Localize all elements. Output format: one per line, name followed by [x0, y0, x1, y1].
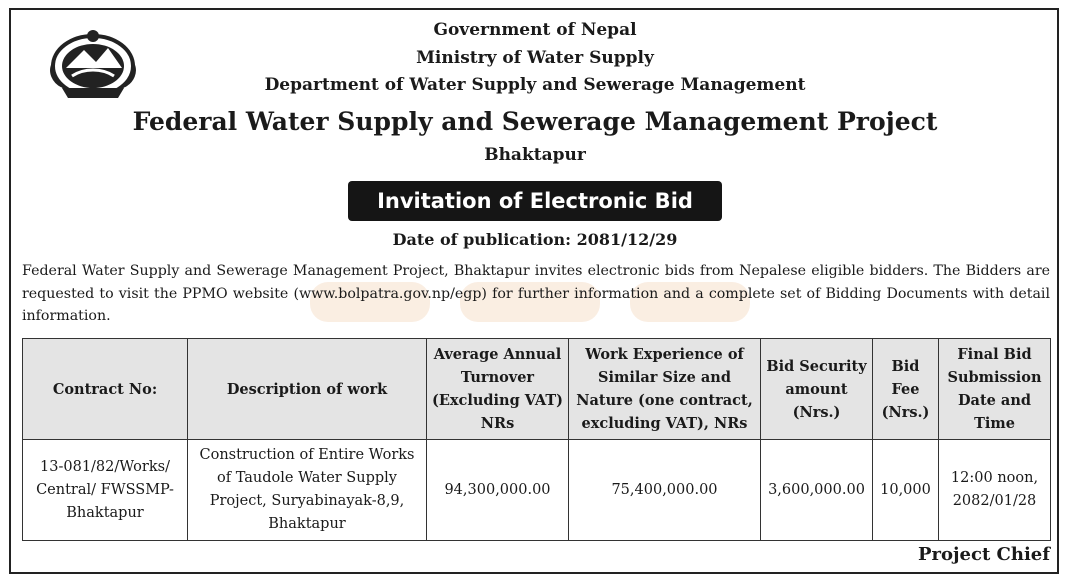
cell-turnover: 94,300,000.00: [427, 440, 569, 541]
col-deadline: Final Bid Submission Date and Time: [939, 339, 1051, 440]
col-contract-no: Contract No:: [23, 339, 188, 440]
header-department: Department of Water Supply and Sewerage Management: [264, 75, 806, 95]
col-turnover: Average Annual Turnover (Excluding VAT) NRs: [427, 339, 569, 440]
header-project: Federal Water Supply and Sewerage Management Project: [132, 107, 938, 136]
cell-contract-no: 13-081/82/Works/ Central/ FWSSMP-Bhaktapur: [23, 440, 188, 541]
publication-date: Date of publication: 2081/12/29: [392, 230, 678, 249]
bid-table: [22, 338, 1051, 541]
cell-fee: 10,000: [873, 440, 939, 541]
cell-deadline: 12:00 noon, 2082/01/28: [939, 440, 1051, 541]
cell-experience: 75,400,000.00: [569, 440, 761, 541]
col-description: Description of work: [188, 339, 427, 440]
header-location: Bhaktapur: [484, 145, 586, 165]
title-banner: Invitation of Electronic Bid: [348, 181, 722, 221]
header-ministry: Ministry of Water Supply: [416, 48, 654, 68]
table-header-row: [23, 339, 1051, 440]
col-security: Bid Security amount (Nrs.): [761, 339, 873, 440]
col-experience: Work Experience of Similar Size and Nature (one contract, excluding VAT), NRs: [569, 339, 761, 440]
col-fee: Bid Fee (Nrs.): [873, 339, 939, 440]
intro-paragraph: Federal Water Supply and Sewerage Management Project, Bhaktapur invites electronic bids from Nepalese eligible bidders. The Bidders are requested to visit the PPMO website (www.bolpatra.gov.np/egp) for further information and a complete set of Bidding Documents with detail information.: [22, 263, 1050, 324]
cell-security: 3,600,000.00: [761, 440, 873, 541]
signature-title: Project Chief: [918, 544, 1050, 565]
header-government: Government of Nepal: [433, 20, 637, 40]
cell-description: Construction of Entire Works of Taudole Water Supply Project, Suryabinayak-8,9, Bhaktapur: [188, 440, 427, 541]
table-row: [23, 440, 1051, 541]
